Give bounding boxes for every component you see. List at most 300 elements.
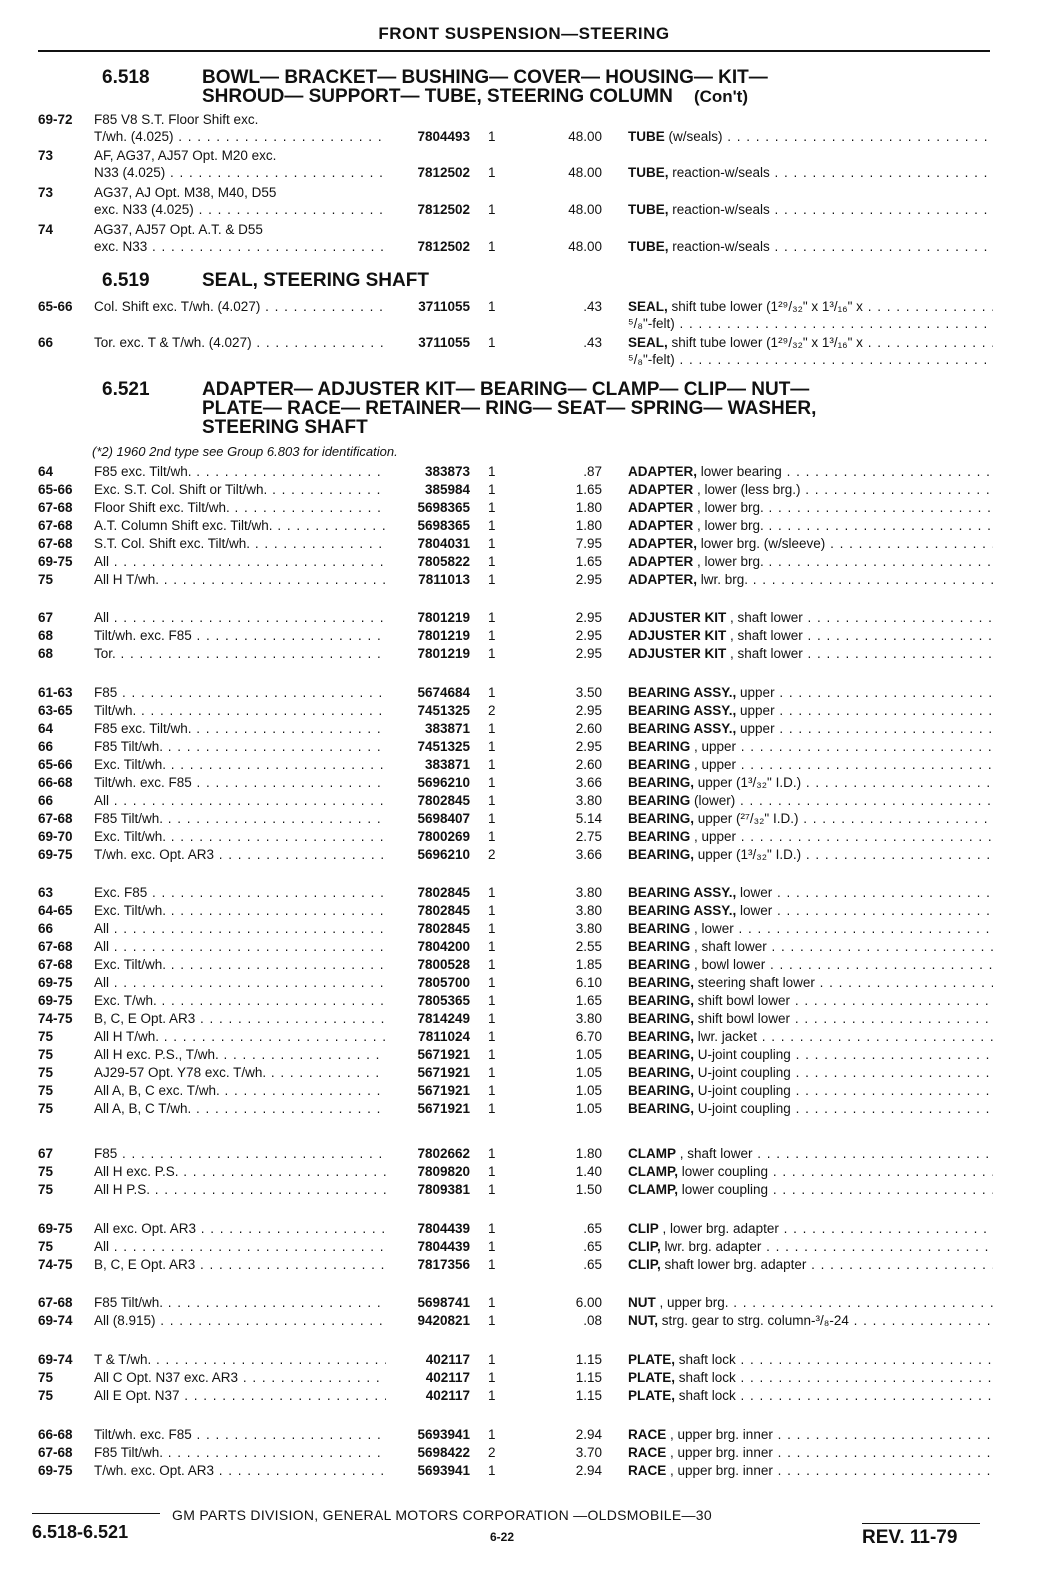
price: 3.80	[575, 1011, 602, 1026]
quantity: 1	[488, 628, 496, 643]
quantity: 1	[488, 536, 496, 551]
model-year: 75	[38, 1370, 54, 1385]
quantity: 2	[488, 847, 496, 862]
application: T/wh. (4.025) . . .	[94, 128, 386, 146]
quantity: 1	[488, 921, 496, 936]
price: 2.94	[575, 1427, 602, 1442]
part-detail: , shaft lower	[726, 628, 803, 643]
application: AG37, AJ Opt. M38, M40, D55	[94, 185, 277, 200]
part-description	[628, 702, 993, 720]
part-description	[628, 902, 993, 920]
application: F85 . . .	[94, 1145, 386, 1163]
application: T/wh. exc. Opt. AR3 . . .	[94, 1462, 386, 1480]
part-name: BEARING,	[628, 993, 695, 1008]
application: All H exc. P.S. . . .	[94, 1163, 386, 1181]
price: 2.95	[575, 703, 602, 718]
part-description	[628, 315, 993, 333]
table-row	[38, 992, 993, 1010]
part-name: CLAMP,	[628, 1164, 679, 1179]
price: 3.50	[575, 685, 602, 700]
part-description	[628, 238, 993, 256]
part-name: BEARING,	[628, 1011, 695, 1026]
table-row	[38, 756, 993, 774]
model-year: 67-68	[38, 518, 73, 533]
part-description	[628, 481, 993, 499]
part-detail: ⁵/₈"-felt)	[628, 316, 675, 331]
application: Tor. . . .	[94, 645, 386, 663]
price: 1.65	[575, 554, 602, 569]
part-name: BEARING	[628, 939, 691, 954]
part-detail: upper	[736, 721, 775, 736]
part-description	[628, 1163, 993, 1181]
part-name: BEARING	[628, 793, 691, 808]
footer-rule	[862, 1523, 980, 1524]
model-year: 69-74	[38, 1313, 73, 1328]
table-row	[38, 351, 993, 369]
table-row	[38, 1181, 993, 1199]
part-description	[628, 1426, 993, 1444]
application: All C Opt. N37 exc. AR3 . . .	[94, 1369, 386, 1387]
table-row	[38, 334, 993, 352]
part-detail: shift tube lower (1²⁹/₃₂" x 1³/₁₆" x	[667, 335, 863, 350]
application: F85 Tilt/wh. . . .	[94, 738, 386, 756]
price: 2.60	[575, 757, 602, 772]
application: Exc. Tilt/wh. . . .	[94, 828, 386, 846]
part-name: TUBE	[628, 129, 665, 144]
part-detail: steering shaft lower	[694, 975, 815, 990]
model-year: 68	[38, 646, 54, 661]
part-detail: U-joint coupling	[694, 1083, 791, 1098]
part-number: 7812502	[417, 165, 470, 180]
quantity: 1	[488, 685, 496, 700]
part-detail: U-joint coupling	[694, 1101, 791, 1116]
part-number: 7802845	[417, 921, 470, 936]
part-name: CLAMP,	[628, 1182, 679, 1197]
part-name: PLATE,	[628, 1352, 675, 1367]
table-row	[38, 1046, 993, 1064]
part-number: 5671921	[417, 1047, 470, 1062]
part-name: ADJUSTER KIT	[628, 628, 727, 643]
footer-section-range: 6.518-6.521	[32, 1522, 129, 1542]
quantity: 1	[488, 239, 496, 254]
part-name: BEARING ASSY.,	[628, 685, 737, 700]
model-year: 67-68	[38, 500, 73, 515]
table-row	[38, 221, 993, 239]
part-detail: lower brg. (w/sleeve)	[697, 536, 826, 551]
part-detail: , lower brg.	[693, 500, 764, 515]
table-row	[38, 1220, 993, 1238]
model-year: 75	[38, 1388, 54, 1403]
part-number: 5698741	[417, 1295, 470, 1310]
application: Floor Shift exc. Tilt/wh. . . .	[94, 499, 386, 517]
table-row	[38, 684, 993, 702]
quantity: 1	[488, 1011, 496, 1026]
part-description	[628, 1220, 993, 1238]
part-detail: , upper	[690, 757, 737, 772]
quantity: 1	[488, 1029, 496, 1044]
part-name: ADJUSTER KIT	[628, 610, 727, 625]
quantity: 1	[488, 202, 496, 217]
part-detail: upper	[736, 703, 775, 718]
part-name: CLIP	[628, 1221, 659, 1236]
price: .65	[583, 1239, 602, 1254]
part-description	[628, 1064, 993, 1082]
price: 2.75	[575, 829, 602, 844]
quantity: 1	[488, 1295, 496, 1310]
model-year: 64-65	[38, 903, 73, 918]
part-number: 7802845	[417, 793, 470, 808]
part-name: PLATE,	[628, 1370, 675, 1385]
part-number: 402117	[425, 1370, 470, 1385]
quantity: 1	[488, 1164, 496, 1179]
part-detail: , upper brg. inner	[666, 1445, 773, 1460]
part-detail: , lower (less brg.)	[693, 482, 801, 497]
price: 5.14	[575, 811, 602, 826]
application: All . . .	[94, 1238, 386, 1256]
table-row	[38, 974, 993, 992]
quantity: 1	[488, 775, 496, 790]
part-number: 7804200	[417, 939, 470, 954]
model-year: 73	[38, 185, 54, 200]
part-detail: , upper brg. inner	[666, 1463, 773, 1478]
model-year: 67	[38, 610, 54, 625]
price: 48.00	[568, 239, 602, 254]
application: F85 Tilt/wh. . . .	[94, 1294, 386, 1312]
quantity: 1	[488, 299, 496, 314]
quantity: 1	[488, 903, 496, 918]
quantity: 1	[488, 1047, 496, 1062]
price: 1.15	[575, 1370, 602, 1385]
quantity: 1	[488, 757, 496, 772]
model-year: 66	[38, 793, 54, 808]
table-row	[38, 1444, 993, 1462]
model-year: 66	[38, 739, 54, 754]
part-number: 7802845	[417, 885, 470, 900]
model-year: 69-70	[38, 829, 73, 844]
table-row	[38, 571, 993, 589]
section-title: BOWL— BRACKET— BUSHING— COVER— HOUSING— KIT— SHROUD— SUPPORT— TUBE, STEERING COLUMN (Con't)	[202, 67, 768, 107]
table-row	[38, 720, 993, 738]
application: F85 V8 S.T. Floor Shift exc.	[94, 112, 259, 127]
application: Exc. Tilt/wh. . . .	[94, 756, 386, 774]
application: Tilt/wh. exc. F85 . . .	[94, 774, 386, 792]
part-description	[628, 1145, 993, 1163]
price: 48.00	[568, 165, 602, 180]
model-year: 74-75	[38, 1011, 73, 1026]
part-number: 3711055	[418, 335, 470, 350]
quantity: 1	[488, 1313, 496, 1328]
model-year: 66	[38, 921, 54, 936]
part-name: BEARING,	[628, 847, 695, 862]
part-name: ADAPTER,	[628, 572, 698, 587]
table-row	[38, 1064, 993, 1082]
application: N33 (4.025) . . .	[94, 164, 386, 182]
part-detail: , shaft lower	[676, 1146, 753, 1161]
part-detail: , lower	[690, 921, 734, 936]
table-row	[38, 774, 993, 792]
quantity: 1	[488, 957, 496, 972]
part-name: SEAL,	[628, 335, 668, 350]
table-row	[38, 902, 993, 920]
price: 3.66	[575, 775, 602, 790]
model-year: 75	[38, 1101, 54, 1116]
application: Tor. exc. T & T/wh. (4.027) . . .	[94, 334, 386, 352]
part-name: BEARING	[628, 829, 691, 844]
model-year: 69-74	[38, 1352, 73, 1367]
quantity: 1	[488, 1388, 496, 1403]
part-name: ADAPTER,	[628, 464, 698, 479]
part-name: NUT,	[628, 1313, 658, 1328]
part-detail: reaction-w/seals	[668, 165, 770, 180]
table-row	[38, 164, 993, 182]
part-detail: upper	[736, 685, 775, 700]
part-name: RACE	[628, 1463, 667, 1478]
model-year: 64	[38, 464, 54, 479]
part-number: 5696210	[417, 847, 470, 862]
part-description	[628, 810, 993, 828]
model-year: 64	[38, 721, 54, 736]
quantity: 1	[488, 739, 496, 754]
part-number: 5698365	[417, 518, 470, 533]
application: Tilt/wh. exc. F85 . . .	[94, 627, 386, 645]
part-number: 7814249	[417, 1011, 470, 1026]
part-name: CLAMP	[628, 1146, 676, 1161]
part-description	[628, 1351, 993, 1369]
part-number: 7804493	[417, 129, 470, 144]
part-detail: lwr. jacket	[694, 1029, 758, 1044]
model-year: 69-72	[38, 112, 73, 127]
application: All H exc. P.S., T/wh. . . .	[94, 1046, 386, 1064]
part-name: CLIP,	[628, 1239, 661, 1254]
part-name: SEAL,	[628, 299, 668, 314]
part-detail: , shaft lower	[690, 939, 767, 954]
part-number: 7812502	[417, 202, 470, 217]
part-description	[628, 1181, 993, 1199]
quantity: 1	[488, 1257, 496, 1272]
part-description	[628, 684, 993, 702]
part-number: 7802845	[417, 903, 470, 918]
part-detail: upper (1³/₃₂" I.D.)	[694, 847, 802, 862]
price: 2.94	[575, 1463, 602, 1478]
price: 1.05	[575, 1047, 602, 1062]
model-year: 67-68	[38, 811, 73, 826]
price: 3.80	[575, 921, 602, 936]
table-row	[38, 298, 993, 316]
part-number: 5674684	[417, 685, 470, 700]
part-number: 5671921	[417, 1101, 470, 1116]
application: All H T/wh. . . .	[94, 1028, 386, 1046]
model-year: 67-68	[38, 939, 73, 954]
part-description	[628, 1256, 993, 1274]
model-year: 61-63	[38, 685, 73, 700]
part-number: 7804439	[417, 1221, 470, 1236]
quantity: 1	[488, 500, 496, 515]
price: 1.40	[575, 1164, 602, 1179]
model-year: 67-68	[38, 536, 73, 551]
model-year: 65-66	[38, 757, 73, 772]
part-name: PLATE,	[628, 1388, 675, 1403]
part-detail: shaft lock	[675, 1388, 736, 1403]
part-number: 7802662	[417, 1146, 470, 1161]
price: 7.95	[575, 536, 602, 551]
table-row	[38, 609, 993, 627]
model-year: 68	[38, 628, 54, 643]
table-row	[38, 1426, 993, 1444]
price: 6.00	[575, 1295, 602, 1310]
part-name: ADJUSTER KIT	[628, 646, 727, 661]
part-name: ADAPTER	[628, 500, 694, 515]
part-number: 7817356	[417, 1257, 470, 1272]
part-number: 7801219	[417, 646, 470, 661]
application: T/wh. exc. Opt. AR3 . . .	[94, 846, 386, 864]
quantity: 2	[488, 703, 496, 718]
footer-publisher: GM PARTS DIVISION, GENERAL MOTORS CORPORATION —OLDSMOBILE—30	[172, 1507, 712, 1523]
model-year: 75	[38, 1047, 54, 1062]
application: F85 Tilt/wh. . . .	[94, 1444, 386, 1462]
part-number: 7801219	[417, 610, 470, 625]
table-row	[38, 463, 993, 481]
price: 48.00	[568, 202, 602, 217]
price: .87	[583, 464, 602, 479]
quantity: 1	[488, 572, 496, 587]
part-description	[628, 938, 993, 956]
quantity: 1	[488, 1239, 496, 1254]
table-row	[38, 1100, 993, 1118]
part-name: BEARING ASSY.,	[628, 903, 737, 918]
application: All E Opt. N37 . . .	[94, 1387, 386, 1405]
part-number: 5671921	[417, 1065, 470, 1080]
application: Exc. Tilt/wh. . . .	[94, 956, 386, 974]
application: A.T. Column Shift exc. Tilt/wh. . . .	[94, 517, 386, 535]
part-name: BEARING,	[628, 1029, 695, 1044]
model-year: 73	[38, 148, 54, 163]
application: All (8.915) . . .	[94, 1312, 386, 1330]
model-year: 67-68	[38, 1295, 73, 1310]
application: All . . .	[94, 553, 386, 571]
table-row	[38, 702, 993, 720]
model-year: 69-75	[38, 1463, 73, 1478]
part-number: 402117	[425, 1388, 470, 1403]
price: 1.80	[575, 518, 602, 533]
application: F85 Tilt/wh. . . .	[94, 810, 386, 828]
part-description	[628, 1444, 993, 1462]
model-year: 74	[38, 222, 54, 237]
section-title: ADAPTER— ADJUSTER KIT— BEARING— CLAMP— CLIP— NUT— PLATE— RACE— RETAINER— RING— SEAT— SPRING— WASHER, STEERING SHAFT	[202, 379, 817, 438]
application: F85 exc. Tilt/wh. . . .	[94, 720, 386, 738]
application: Exc. S.T. Col. Shift or Tilt/wh. . . .	[94, 481, 386, 499]
part-name: CLIP,	[628, 1257, 661, 1272]
part-detail: lower	[736, 885, 773, 900]
table-row	[38, 846, 993, 864]
table-row	[38, 1028, 993, 1046]
part-description	[628, 846, 993, 864]
price: 48.00	[568, 129, 602, 144]
model-year: 66	[38, 335, 54, 350]
part-description	[628, 992, 993, 1010]
model-year: 63	[38, 885, 54, 900]
part-detail: (w/seals)	[664, 129, 723, 144]
part-number: 383871	[424, 757, 470, 772]
part-number: 7811013	[418, 572, 470, 587]
table-row	[38, 938, 993, 956]
price: 6.10	[575, 975, 602, 990]
quantity: 1	[488, 1370, 496, 1385]
quantity: 1	[488, 1427, 496, 1442]
section-number: 6.519	[102, 270, 150, 291]
part-name: TUBE,	[628, 165, 669, 180]
part-description	[628, 974, 993, 992]
part-description	[628, 738, 993, 756]
application: AJ29-57 Opt. Y78 exc. T/wh. . . .	[94, 1064, 386, 1082]
part-name: RACE	[628, 1427, 667, 1442]
table-row	[38, 810, 993, 828]
price: 1.50	[575, 1182, 602, 1197]
part-detail: strg. gear to strg. column-³/₈-24	[658, 1313, 849, 1328]
table-row	[38, 1082, 993, 1100]
part-description	[628, 1369, 993, 1387]
quantity: 1	[488, 793, 496, 808]
table-row	[38, 828, 993, 846]
model-year: 66-68	[38, 1427, 73, 1442]
quantity: 1	[488, 1182, 496, 1197]
table-row	[38, 1387, 993, 1405]
table-row	[38, 884, 993, 902]
price: .08	[583, 1313, 602, 1328]
table-row	[38, 184, 993, 202]
application: All . . .	[94, 920, 386, 938]
part-number: 385984	[424, 482, 470, 497]
table-row	[38, 499, 993, 517]
part-number: 5671921	[417, 1083, 470, 1098]
part-number: 7809381	[417, 1182, 470, 1197]
quantity: 1	[488, 1463, 496, 1478]
price: 1.85	[575, 957, 602, 972]
part-detail: U-joint coupling	[694, 1047, 791, 1062]
price: 1.65	[575, 482, 602, 497]
model-year: 63-65	[38, 703, 73, 718]
table-row	[38, 1256, 993, 1274]
price: 1.05	[575, 1083, 602, 1098]
price: 2.95	[575, 628, 602, 643]
section-number: 6.518	[102, 67, 150, 88]
part-number: 5698365	[417, 500, 470, 515]
model-year: 75	[38, 1083, 54, 1098]
part-detail: , bowl lower	[690, 957, 766, 972]
part-detail: ⁵/₈"-felt)	[628, 352, 675, 367]
model-year: 75	[38, 1065, 54, 1080]
application: AG37, AJ57 Opt. A.T. & D55	[94, 222, 263, 237]
part-description	[628, 1010, 993, 1028]
table-row	[38, 517, 993, 535]
part-number: 5693941	[417, 1427, 470, 1442]
model-year: 69-75	[38, 993, 73, 1008]
table-row	[38, 645, 993, 663]
model-year: 69-75	[38, 847, 73, 862]
price: 2.60	[575, 721, 602, 736]
price: 3.70	[575, 1445, 602, 1460]
price: 3.80	[575, 903, 602, 918]
price: .43	[583, 299, 602, 314]
part-number: 7805700	[417, 975, 470, 990]
part-detail: reaction-w/seals	[668, 202, 770, 217]
quantity: 1	[488, 939, 496, 954]
part-name: ADAPTER	[628, 518, 694, 533]
part-detail: , shaft lower	[726, 646, 803, 661]
quantity: 1	[488, 1352, 496, 1367]
part-detail: , upper brg. inner	[666, 1427, 773, 1442]
part-number: 7800528	[417, 957, 470, 972]
quantity: 1	[488, 165, 496, 180]
